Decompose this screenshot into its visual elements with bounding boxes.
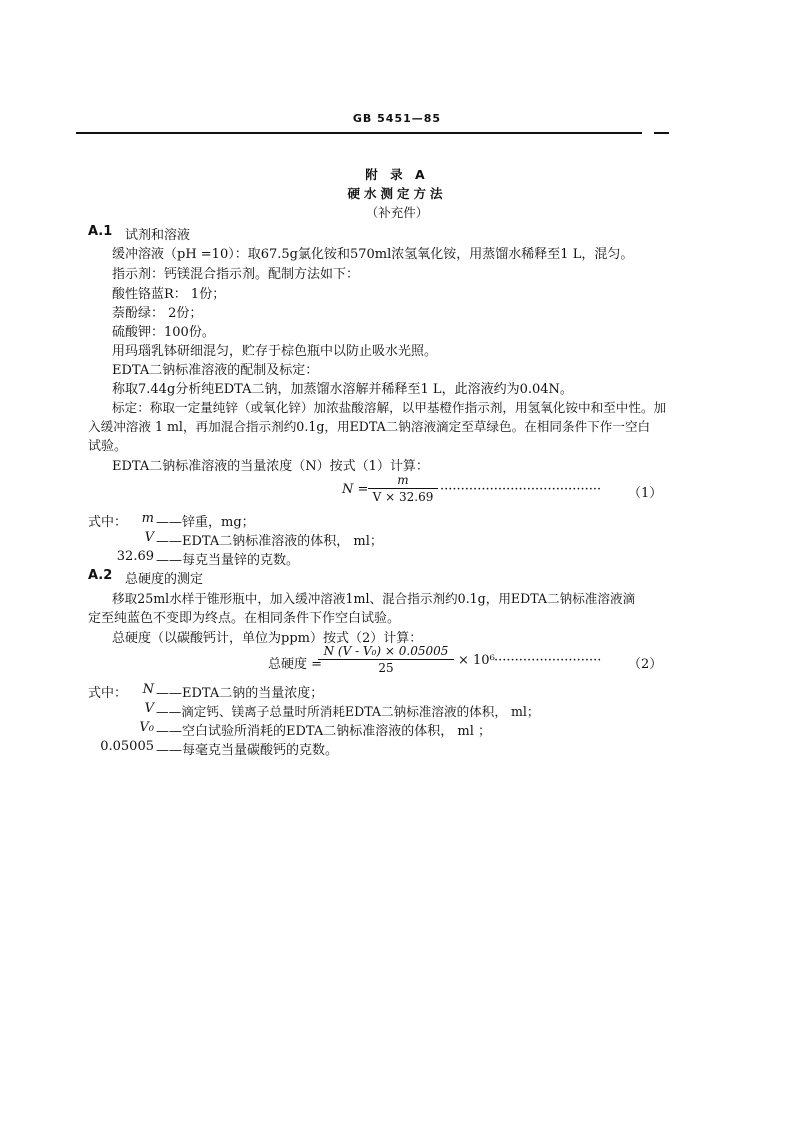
formula-2-lhs: 总硬度 = <box>268 657 323 672</box>
formula-2-denominator: 25 <box>378 661 394 675</box>
where-symbol: V <box>144 701 154 716</box>
appendix-note: （补充件） <box>365 205 429 220</box>
formula-2-leader-dots: ·························· <box>494 653 602 668</box>
section-title: 试剂和溶液 <box>125 228 191 243</box>
where-desc: ——锌重，mg； <box>156 515 255 530</box>
where-symbol: m <box>141 511 154 526</box>
paragraph-line: 萘酚绿： 2份； <box>112 306 203 321</box>
formula-1-number: （1） <box>628 486 663 501</box>
formula-1-lhs: N = <box>342 482 369 497</box>
paragraph-line: 定至纯蓝色不变即为终点。在相同条件下作空白试验。 <box>88 611 401 626</box>
paragraph-line: 酸性铬蓝R： 1份； <box>112 287 226 302</box>
formula-1-denominator: V × 32.69 <box>372 490 434 504</box>
paragraph-line: 指示剂：钙镁混合指示剂。配制方法如下： <box>112 267 360 282</box>
paragraph-line: EDTA二钠标准溶液的当量浓度（N）按式（1）计算： <box>112 459 429 474</box>
formula-2-multiplier: × 10⁶ <box>458 653 495 668</box>
header-rule-tail <box>654 132 669 134</box>
appendix-label: 附 录 A <box>365 167 429 182</box>
fraction-bar <box>318 659 454 660</box>
paragraph-line: 用玛瑙乳钵研细混匀，贮存于棕色瓶中以防止吸水光照。 <box>112 344 438 359</box>
paragraph-line: 试验。 <box>88 439 128 454</box>
formula-2-fraction <box>318 644 454 675</box>
where-desc: ——每克当量锌的克数。 <box>156 553 300 568</box>
where-desc: ——EDTA二钠标准溶液的体积， ml； <box>156 534 383 549</box>
header-rule <box>76 132 642 134</box>
where-symbol: N <box>142 682 154 697</box>
where-desc: ——空白试验所消耗的EDTA二钠标准溶液的体积， ml ； <box>156 724 492 739</box>
where-symbol: V₀ <box>139 720 154 735</box>
formula-2-number: （2） <box>628 657 663 672</box>
formula-1-fraction <box>368 473 438 504</box>
where-lead: 式中： <box>88 686 128 701</box>
paragraph-line: 移取25ml水样于锥形瓶中，加入缓冲溶液1ml、混合指示剂约0.1g，用EDTA二钠标准溶液滴 <box>112 591 636 606</box>
where-desc: ——每毫克当量碳酸钙的克数。 <box>156 743 339 758</box>
paragraph-line: 称取7.44g分析纯EDTA二钠，加蒸馏水溶解并稀释至1 L，此溶液约为0.04N。 <box>112 382 573 397</box>
formula-2-numerator: N (V - V₀) × 0.05005 <box>323 644 449 658</box>
where-lead: 式中： <box>88 515 128 530</box>
section-number: A.1 <box>88 224 113 239</box>
paragraph-line: 硫酸钾：100份。 <box>112 325 215 340</box>
section-number: A.2 <box>88 568 113 583</box>
fraction-bar <box>368 488 438 489</box>
where-desc: ——滴定钙、镁离子总量时所消耗EDTA二钠标准溶液的体积， ml； <box>156 704 540 719</box>
appendix-title: 硬水测定方法 <box>347 186 447 201</box>
paragraph-line: 标定：称取一定量纯锌（或氧化锌）加浓盐酸溶解，以甲基橙作指示剂，用氢氧化铵中和至中性。加 <box>112 400 667 415</box>
where-symbol: V <box>144 530 154 545</box>
paragraph-line: EDTA二钠标准溶液的配制及标定： <box>112 363 319 378</box>
formula-1-leader-dots: ······································· <box>440 482 602 497</box>
paragraph-line: 总硬度（以碳酸钙计，单位为ppm）按式（2）计算： <box>112 631 423 646</box>
paragraph-line: 缓冲溶液（pH =10）：取67.5g氯化铵和570ml浓氢氧化铵，用蒸馏水稀释至1 L，混匀。 <box>112 247 634 262</box>
paragraph-line: 入缓冲溶液 1 ml，再加混合指示剂约0.1g，用EDTA二钠溶液滴定至草绿色。在相同条件下作一空白 <box>88 419 651 434</box>
formula-1-numerator: m <box>397 473 409 487</box>
standard-code: GB 5451—85 <box>352 112 442 125</box>
section-title: 总硬度的测定 <box>125 572 204 587</box>
where-symbol: 32.69 <box>116 549 154 564</box>
where-desc: ——EDTA二钠的当量浓度； <box>156 686 324 701</box>
where-symbol: 0.05005 <box>100 739 154 754</box>
